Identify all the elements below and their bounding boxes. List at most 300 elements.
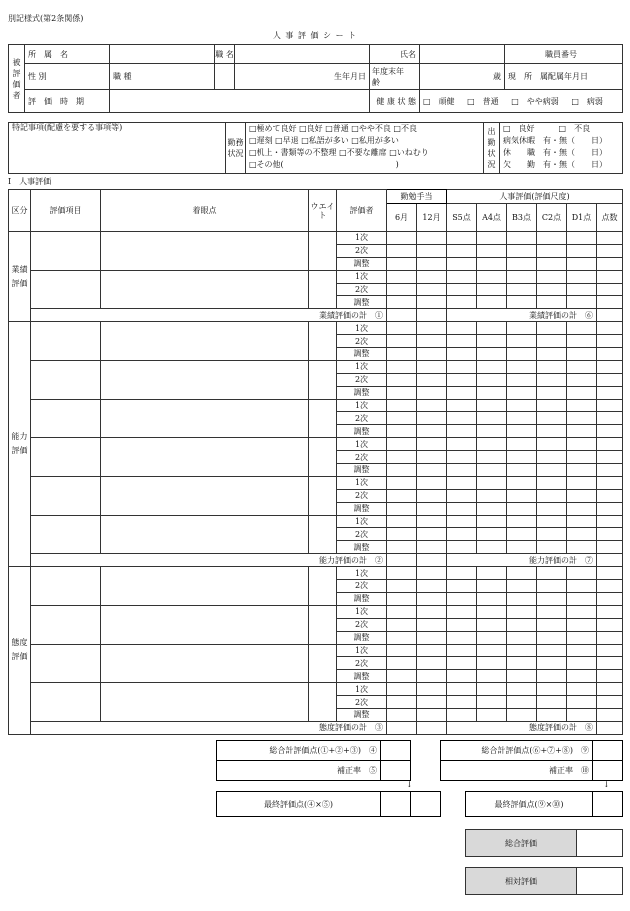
score-cell[interactable]: [387, 348, 417, 361]
score-cell[interactable]: [507, 244, 537, 257]
score-cell[interactable]: [567, 373, 597, 386]
score-cell[interactable]: [507, 489, 537, 502]
score-cell[interactable]: [537, 386, 567, 399]
score-cell[interactable]: [507, 618, 537, 631]
score-cell[interactable]: [597, 696, 623, 709]
attendance-line[interactable]: 欠 勤 有・無（ 日）: [503, 160, 607, 169]
job-type-field[interactable]: [215, 64, 235, 90]
item-cell[interactable]: [31, 515, 101, 554]
subtotal-points-value[interactable]: [597, 554, 623, 567]
score-cell[interactable]: [597, 360, 623, 373]
score-cell[interactable]: [597, 489, 623, 502]
score-cell[interactable]: [447, 708, 477, 721]
score-cell[interactable]: [447, 683, 477, 696]
viewpoint-cell[interactable]: [101, 683, 309, 722]
score-cell[interactable]: [597, 373, 623, 386]
score-cell[interactable]: [447, 451, 477, 464]
attendance-line[interactable]: 休 職 有・無（ 日）: [503, 148, 607, 157]
score-cell[interactable]: [477, 360, 507, 373]
score-cell[interactable]: [507, 528, 537, 541]
score-cell[interactable]: [447, 631, 477, 644]
score-cell[interactable]: [507, 425, 537, 438]
health-option-normal[interactable]: □ 普通: [467, 96, 499, 106]
subtotal-june-value[interactable]: [387, 721, 417, 734]
score-cell[interactable]: [567, 696, 597, 709]
score-cell[interactable]: [537, 451, 567, 464]
score-cell[interactable]: [477, 683, 507, 696]
score-cell[interactable]: [537, 502, 567, 515]
item-cell[interactable]: [31, 605, 101, 644]
score-cell[interactable]: [567, 386, 597, 399]
score-cell[interactable]: [477, 257, 507, 270]
score-cell[interactable]: [507, 644, 537, 657]
score-cell[interactable]: [417, 580, 447, 593]
score-cell[interactable]: [477, 657, 507, 670]
score-cell[interactable]: [507, 605, 537, 618]
score-cell[interactable]: [507, 232, 537, 245]
score-cell[interactable]: [477, 386, 507, 399]
score-cell[interactable]: [387, 670, 417, 683]
score-cell[interactable]: [507, 683, 537, 696]
score-cell[interactable]: [387, 618, 417, 631]
score-cell[interactable]: [417, 476, 447, 489]
score-cell[interactable]: [507, 270, 537, 283]
score-cell[interactable]: [507, 451, 537, 464]
subtotal-december-value[interactable]: [417, 554, 447, 567]
score-cell[interactable]: [417, 348, 447, 361]
weight-cell[interactable]: [309, 232, 337, 271]
score-cell[interactable]: [477, 670, 507, 683]
score-cell[interactable]: [597, 438, 623, 451]
score-cell[interactable]: [447, 592, 477, 605]
score-cell[interactable]: [417, 322, 447, 335]
score-cell[interactable]: [477, 335, 507, 348]
score-cell[interactable]: [417, 489, 447, 502]
score-cell[interactable]: [537, 257, 567, 270]
score-cell[interactable]: [507, 335, 537, 348]
score-cell[interactable]: [507, 257, 537, 270]
score-cell[interactable]: [597, 567, 623, 580]
score-cell[interactable]: [447, 244, 477, 257]
score-cell[interactable]: [537, 373, 567, 386]
score-cell[interactable]: [477, 244, 507, 257]
total-right-value[interactable]: [593, 741, 623, 761]
score-cell[interactable]: [597, 270, 623, 283]
score-cell[interactable]: [537, 683, 567, 696]
score-cell[interactable]: [447, 476, 477, 489]
viewpoint-cell[interactable]: [101, 605, 309, 644]
score-cell[interactable]: [447, 386, 477, 399]
score-cell[interactable]: [597, 657, 623, 670]
score-cell[interactable]: [387, 283, 417, 296]
score-cell[interactable]: [597, 670, 623, 683]
work-status-line[interactable]: □机上・書類等の不整理 □不要な離席 □いねむり: [249, 148, 429, 157]
score-cell[interactable]: [387, 489, 417, 502]
score-cell[interactable]: [387, 296, 417, 309]
score-cell[interactable]: [567, 567, 597, 580]
score-cell[interactable]: [477, 489, 507, 502]
score-cell[interactable]: [597, 592, 623, 605]
score-cell[interactable]: [537, 489, 567, 502]
weight-cell[interactable]: [309, 270, 337, 309]
item-cell[interactable]: [31, 322, 101, 361]
score-cell[interactable]: [597, 335, 623, 348]
score-cell[interactable]: [537, 528, 567, 541]
overall-value[interactable]: [577, 830, 623, 857]
viewpoint-cell[interactable]: [101, 360, 309, 399]
score-cell[interactable]: [387, 373, 417, 386]
score-cell[interactable]: [447, 283, 477, 296]
score-cell[interactable]: [417, 232, 447, 245]
score-cell[interactable]: [477, 696, 507, 709]
score-cell[interactable]: [597, 451, 623, 464]
attendance-line[interactable]: □ 良好 □ 不良: [503, 124, 591, 133]
score-cell[interactable]: [597, 232, 623, 245]
score-cell[interactable]: [447, 412, 477, 425]
score-cell[interactable]: [567, 360, 597, 373]
score-cell[interactable]: [477, 283, 507, 296]
score-cell[interactable]: [567, 399, 597, 412]
viewpoint-cell[interactable]: [101, 322, 309, 361]
subtotal-june-value[interactable]: [387, 554, 417, 567]
score-cell[interactable]: [507, 515, 537, 528]
score-cell[interactable]: [417, 528, 447, 541]
health-option-robust[interactable]: □ 頑健: [423, 96, 455, 106]
score-cell[interactable]: [567, 657, 597, 670]
score-cell[interactable]: [567, 541, 597, 554]
score-cell[interactable]: [387, 631, 417, 644]
score-cell[interactable]: [417, 373, 447, 386]
health-option-weak[interactable]: □ 病弱: [571, 96, 603, 106]
score-cell[interactable]: [597, 244, 623, 257]
score-cell[interactable]: [507, 386, 537, 399]
score-cell[interactable]: [447, 657, 477, 670]
score-cell[interactable]: [537, 515, 567, 528]
score-cell[interactable]: [447, 296, 477, 309]
score-cell[interactable]: [597, 708, 623, 721]
score-cell[interactable]: [597, 580, 623, 593]
viewpoint-cell[interactable]: [101, 399, 309, 438]
subtotal-june-value[interactable]: [387, 309, 417, 322]
score-cell[interactable]: [387, 580, 417, 593]
score-cell[interactable]: [387, 592, 417, 605]
score-cell[interactable]: [387, 708, 417, 721]
score-cell[interactable]: [417, 502, 447, 515]
viewpoint-cell[interactable]: [101, 476, 309, 515]
score-cell[interactable]: [507, 438, 537, 451]
viewpoint-cell[interactable]: [101, 232, 309, 271]
final-left-june-value[interactable]: [381, 792, 411, 817]
score-cell[interactable]: [567, 670, 597, 683]
score-cell[interactable]: [537, 644, 567, 657]
score-cell[interactable]: [447, 373, 477, 386]
score-cell[interactable]: [507, 373, 537, 386]
score-cell[interactable]: [567, 631, 597, 644]
score-cell[interactable]: [507, 670, 537, 683]
score-cell[interactable]: [387, 399, 417, 412]
score-cell[interactable]: [447, 348, 477, 361]
score-cell[interactable]: [387, 644, 417, 657]
score-cell[interactable]: [507, 360, 537, 373]
viewpoint-cell[interactable]: [101, 270, 309, 309]
score-cell[interactable]: [447, 322, 477, 335]
score-cell[interactable]: [477, 322, 507, 335]
score-cell[interactable]: [597, 515, 623, 528]
score-cell[interactable]: [537, 541, 567, 554]
score-cell[interactable]: [597, 322, 623, 335]
score-cell[interactable]: [447, 257, 477, 270]
score-cell[interactable]: [417, 296, 447, 309]
score-cell[interactable]: [567, 257, 597, 270]
score-cell[interactable]: [417, 618, 447, 631]
score-cell[interactable]: [477, 502, 507, 515]
score-cell[interactable]: [477, 425, 507, 438]
score-cell[interactable]: [537, 696, 567, 709]
score-cell[interactable]: [567, 244, 597, 257]
score-cell[interactable]: [537, 631, 567, 644]
score-cell[interactable]: [537, 283, 567, 296]
score-cell[interactable]: [447, 644, 477, 657]
score-cell[interactable]: [507, 476, 537, 489]
score-cell[interactable]: [567, 489, 597, 502]
score-cell[interactable]: [537, 464, 567, 477]
score-cell[interactable]: [567, 425, 597, 438]
score-cell[interactable]: [597, 464, 623, 477]
item-cell[interactable]: [31, 360, 101, 399]
score-cell[interactable]: [507, 592, 537, 605]
weight-cell[interactable]: [309, 360, 337, 399]
score-cell[interactable]: [417, 541, 447, 554]
score-cell[interactable]: [597, 541, 623, 554]
score-cell[interactable]: [507, 412, 537, 425]
score-cell[interactable]: [417, 425, 447, 438]
viewpoint-cell[interactable]: [101, 567, 309, 606]
score-cell[interactable]: [477, 618, 507, 631]
score-cell[interactable]: [417, 412, 447, 425]
score-cell[interactable]: [597, 631, 623, 644]
score-cell[interactable]: [537, 412, 567, 425]
score-cell[interactable]: [447, 567, 477, 580]
score-cell[interactable]: [387, 567, 417, 580]
score-cell[interactable]: [477, 464, 507, 477]
score-cell[interactable]: [477, 399, 507, 412]
score-cell[interactable]: [567, 270, 597, 283]
score-cell[interactable]: [537, 438, 567, 451]
score-cell[interactable]: [417, 464, 447, 477]
score-cell[interactable]: [597, 257, 623, 270]
score-cell[interactable]: [597, 399, 623, 412]
score-cell[interactable]: [417, 244, 447, 257]
score-cell[interactable]: [537, 232, 567, 245]
job-title-field[interactable]: [235, 45, 370, 64]
weight-cell[interactable]: [309, 644, 337, 683]
name-field[interactable]: [420, 45, 505, 64]
score-cell[interactable]: [567, 438, 597, 451]
score-cell[interactable]: [597, 605, 623, 618]
score-cell[interactable]: [387, 683, 417, 696]
score-cell[interactable]: [537, 425, 567, 438]
weight-cell[interactable]: [309, 438, 337, 477]
item-cell[interactable]: [31, 476, 101, 515]
score-cell[interactable]: [537, 605, 567, 618]
score-cell[interactable]: [447, 270, 477, 283]
score-cell[interactable]: [507, 296, 537, 309]
score-cell[interactable]: [507, 502, 537, 515]
score-cell[interactable]: [567, 528, 597, 541]
score-cell[interactable]: [447, 528, 477, 541]
score-cell[interactable]: [417, 283, 447, 296]
score-cell[interactable]: [447, 605, 477, 618]
item-cell[interactable]: [31, 644, 101, 683]
score-cell[interactable]: [597, 502, 623, 515]
score-cell[interactable]: [537, 399, 567, 412]
score-cell[interactable]: [507, 541, 537, 554]
score-cell[interactable]: [447, 541, 477, 554]
work-status-line[interactable]: □遅刻 □早退 □私語が多い □私用が多い: [249, 136, 399, 145]
score-cell[interactable]: [387, 412, 417, 425]
item-cell[interactable]: [31, 232, 101, 271]
score-cell[interactable]: [387, 657, 417, 670]
score-cell[interactable]: [387, 232, 417, 245]
score-cell[interactable]: [537, 567, 567, 580]
score-cell[interactable]: [387, 528, 417, 541]
score-cell[interactable]: [597, 425, 623, 438]
score-cell[interactable]: [567, 476, 597, 489]
score-cell[interactable]: [417, 696, 447, 709]
score-cell[interactable]: [477, 296, 507, 309]
score-cell[interactable]: [387, 425, 417, 438]
score-cell[interactable]: [537, 580, 567, 593]
viewpoint-cell[interactable]: [101, 515, 309, 554]
score-cell[interactable]: [477, 515, 507, 528]
score-cell[interactable]: [417, 670, 447, 683]
score-cell[interactable]: [387, 464, 417, 477]
health-option-weakish[interactable]: □ やや病弱: [511, 96, 559, 106]
score-cell[interactable]: [477, 270, 507, 283]
score-cell[interactable]: [417, 605, 447, 618]
score-cell[interactable]: [567, 283, 597, 296]
score-cell[interactable]: [387, 360, 417, 373]
score-cell[interactable]: [447, 618, 477, 631]
score-cell[interactable]: [477, 567, 507, 580]
score-cell[interactable]: [537, 335, 567, 348]
item-cell[interactable]: [31, 683, 101, 722]
score-cell[interactable]: [537, 296, 567, 309]
score-cell[interactable]: [597, 412, 623, 425]
score-cell[interactable]: [567, 618, 597, 631]
score-cell[interactable]: [567, 708, 597, 721]
score-cell[interactable]: [567, 451, 597, 464]
score-cell[interactable]: [387, 515, 417, 528]
score-cell[interactable]: [567, 502, 597, 515]
weight-cell[interactable]: [309, 605, 337, 644]
score-cell[interactable]: [537, 360, 567, 373]
score-cell[interactable]: [447, 425, 477, 438]
score-cell[interactable]: [537, 592, 567, 605]
viewpoint-cell[interactable]: [101, 644, 309, 683]
score-cell[interactable]: [417, 451, 447, 464]
item-cell[interactable]: [31, 567, 101, 606]
weight-cell[interactable]: [309, 399, 337, 438]
score-cell[interactable]: [387, 438, 417, 451]
special-notes[interactable]: [9, 123, 226, 174]
score-cell[interactable]: [387, 270, 417, 283]
score-cell[interactable]: [507, 399, 537, 412]
score-cell[interactable]: [567, 464, 597, 477]
score-cell[interactable]: [417, 657, 447, 670]
score-cell[interactable]: [597, 296, 623, 309]
score-cell[interactable]: [477, 451, 507, 464]
score-cell[interactable]: [417, 438, 447, 451]
work-status-line[interactable]: □極めて良好 □良好 □普通 □やや不良 □不良: [249, 124, 417, 133]
score-cell[interactable]: [477, 708, 507, 721]
score-cell[interactable]: [507, 696, 537, 709]
score-cell[interactable]: [477, 528, 507, 541]
score-cell[interactable]: [387, 322, 417, 335]
score-cell[interactable]: [387, 541, 417, 554]
score-cell[interactable]: [387, 476, 417, 489]
score-cell[interactable]: [537, 322, 567, 335]
score-cell[interactable]: [387, 605, 417, 618]
score-cell[interactable]: [567, 348, 597, 361]
score-cell[interactable]: [477, 348, 507, 361]
subtotal-december-value[interactable]: [417, 721, 447, 734]
score-cell[interactable]: [507, 567, 537, 580]
affiliation-field[interactable]: [110, 45, 215, 64]
score-cell[interactable]: [387, 451, 417, 464]
score-cell[interactable]: [507, 464, 537, 477]
score-cell[interactable]: [477, 631, 507, 644]
score-cell[interactable]: [417, 257, 447, 270]
score-cell[interactable]: [567, 335, 597, 348]
weight-cell[interactable]: [309, 567, 337, 606]
score-cell[interactable]: [477, 438, 507, 451]
score-cell[interactable]: [417, 592, 447, 605]
final-right-value[interactable]: [593, 792, 623, 817]
correction-left-value[interactable]: [381, 761, 411, 781]
score-cell[interactable]: [447, 580, 477, 593]
subtotal-points-value[interactable]: [597, 721, 623, 734]
score-cell[interactable]: [597, 683, 623, 696]
attendance-line[interactable]: 病気休暇 有・無（ 日）: [503, 136, 607, 145]
score-cell[interactable]: [387, 696, 417, 709]
weight-cell[interactable]: [309, 515, 337, 554]
score-cell[interactable]: [447, 489, 477, 502]
score-cell[interactable]: [597, 476, 623, 489]
score-cell[interactable]: [507, 322, 537, 335]
score-cell[interactable]: [417, 386, 447, 399]
eval-period-field[interactable]: [110, 90, 370, 113]
correction-right-value[interactable]: [593, 761, 623, 781]
score-cell[interactable]: [567, 605, 597, 618]
score-cell[interactable]: [477, 644, 507, 657]
score-cell[interactable]: [477, 580, 507, 593]
score-cell[interactable]: [417, 399, 447, 412]
score-cell[interactable]: [537, 708, 567, 721]
item-cell[interactable]: [31, 438, 101, 477]
score-cell[interactable]: [447, 464, 477, 477]
score-cell[interactable]: [537, 618, 567, 631]
score-cell[interactable]: [507, 631, 537, 644]
score-cell[interactable]: [597, 386, 623, 399]
score-cell[interactable]: [477, 412, 507, 425]
score-cell[interactable]: [417, 644, 447, 657]
score-cell[interactable]: [477, 232, 507, 245]
subtotal-december-value[interactable]: [417, 309, 447, 322]
score-cell[interactable]: [447, 696, 477, 709]
score-cell[interactable]: [537, 348, 567, 361]
score-cell[interactable]: [537, 657, 567, 670]
